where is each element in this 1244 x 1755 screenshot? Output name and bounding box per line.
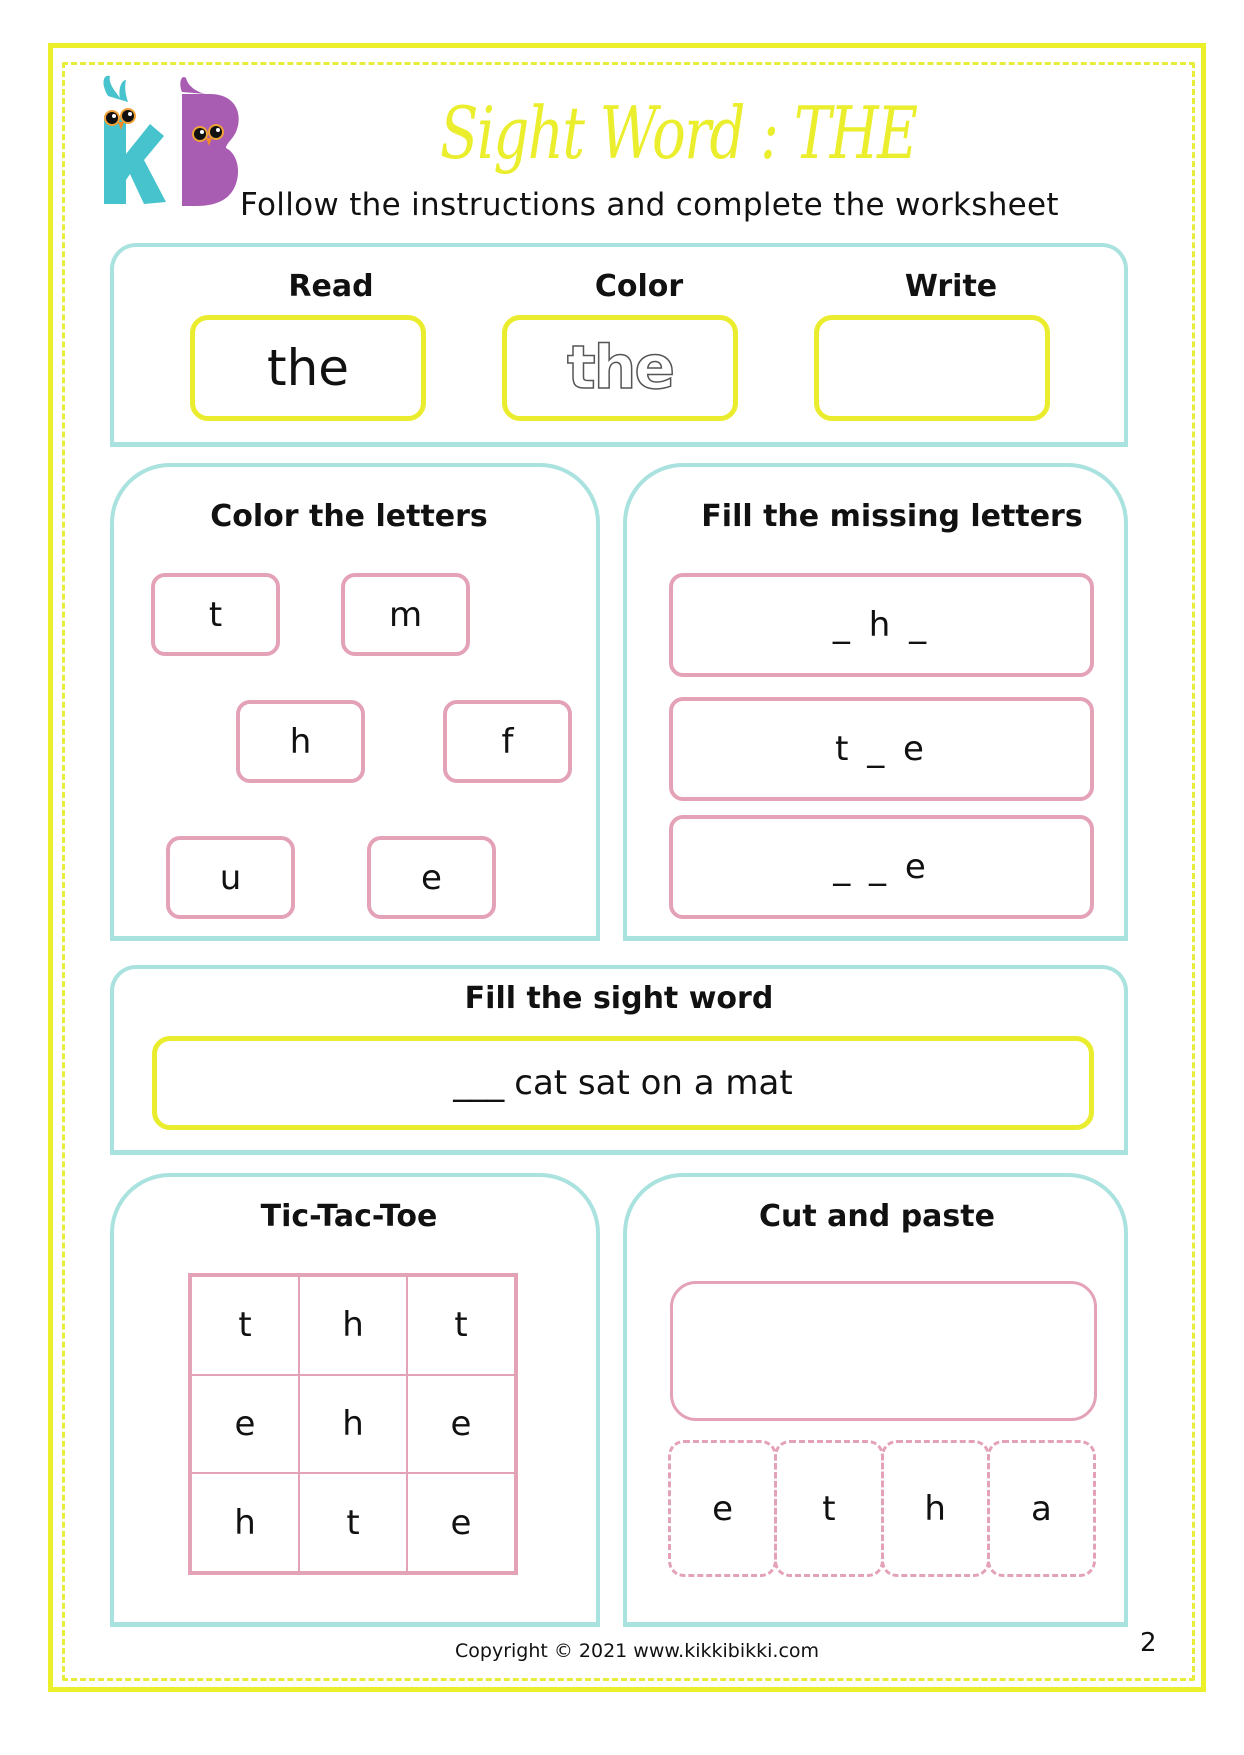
- read-box: [190, 315, 426, 421]
- write-box[interactable]: [814, 315, 1050, 421]
- worksheet-title: Sight Word : THE: [440, 91, 917, 175]
- cut-letter: h: [924, 1488, 946, 1529]
- ttt-cell-r3c1[interactable]: h: [191, 1473, 299, 1572]
- cut-letter: t: [822, 1488, 836, 1529]
- letter: u: [219, 857, 242, 898]
- letter-box-u[interactable]: [166, 836, 295, 919]
- color-outline-word: the: [566, 333, 674, 403]
- letter: m: [388, 594, 423, 635]
- letter-box-f[interactable]: [443, 700, 572, 783]
- letter: e: [421, 857, 442, 898]
- cut-piece-h[interactable]: [881, 1440, 990, 1577]
- sentence-text: cat sat on a mat: [514, 1063, 793, 1103]
- cut-letter: a: [1030, 1488, 1052, 1529]
- ttt-cell-r2c3[interactable]: e: [407, 1375, 515, 1474]
- fill-sight-word-heading: Fill the sight word: [464, 981, 774, 1016]
- missing-letters-pattern: t _ e: [835, 729, 928, 769]
- ttt-cell-r1c1[interactable]: t: [191, 1276, 299, 1375]
- color-heading: Color: [594, 269, 684, 304]
- cut-piece-t[interactable]: [774, 1440, 883, 1577]
- cut-piece-e[interactable]: [668, 1440, 777, 1577]
- ttt-cell-r3c3[interactable]: e: [407, 1473, 515, 1572]
- letter-box-t[interactable]: [151, 573, 280, 656]
- write-heading: Write: [904, 269, 998, 304]
- letter: f: [501, 721, 514, 762]
- letter: h: [289, 721, 312, 762]
- color-box[interactable]: [502, 315, 738, 421]
- ttt-cell-r2c1[interactable]: e: [191, 1375, 299, 1474]
- missing-letters-row-1[interactable]: [669, 573, 1094, 677]
- cut-piece-a[interactable]: [987, 1440, 1096, 1577]
- kikkibikki-logo: [86, 74, 246, 214]
- letter: t: [208, 594, 223, 635]
- copyright-text: Copyright © 2021 www.kikkibikki.com: [455, 1640, 820, 1662]
- missing-letters-pattern: _ _ e: [833, 847, 930, 887]
- ttt-cell-r1c3[interactable]: t: [407, 1276, 515, 1375]
- missing-letters-row-2[interactable]: [669, 697, 1094, 801]
- letter-box-h[interactable]: [236, 700, 365, 783]
- cut-pieces-row: [668, 1440, 1093, 1577]
- fill-sight-word-panel: [110, 965, 1128, 1155]
- missing-letters-pattern: _ h _: [832, 605, 931, 645]
- read-color-write-panel: [110, 243, 1128, 447]
- cut-letter: e: [712, 1488, 734, 1529]
- color-the-letters-panel: [110, 463, 600, 941]
- ttt-cell-r1c2[interactable]: h: [299, 1276, 407, 1375]
- fill-missing-letters-heading: Fill the missing letters: [701, 499, 1083, 534]
- logo-birds-icon: [86, 74, 246, 214]
- read-word: the: [266, 339, 350, 397]
- ttt-cell-r3c2[interactable]: t: [299, 1473, 407, 1572]
- paste-area[interactable]: [670, 1281, 1097, 1421]
- color-the-letters-heading: Color the letters: [210, 499, 488, 534]
- read-heading: Read: [288, 269, 374, 304]
- blank-line: ___: [453, 1063, 505, 1103]
- tic-tac-toe-heading: Tic-Tac-Toe: [260, 1199, 438, 1234]
- worksheet-instructions: Follow the instructions and complete the worksheet: [240, 187, 1059, 223]
- letter-box-m[interactable]: [341, 573, 470, 656]
- ttt-cell-r2c2[interactable]: h: [299, 1375, 407, 1474]
- missing-letters-row-3[interactable]: [669, 815, 1094, 919]
- letter-box-e[interactable]: [367, 836, 496, 919]
- page-number: 2: [1140, 1628, 1157, 1658]
- sentence-box[interactable]: [152, 1036, 1094, 1130]
- tic-tac-toe-grid: [188, 1273, 518, 1575]
- fill-missing-letters-panel: [623, 463, 1128, 941]
- cut-and-paste-heading: Cut and paste: [759, 1199, 995, 1234]
